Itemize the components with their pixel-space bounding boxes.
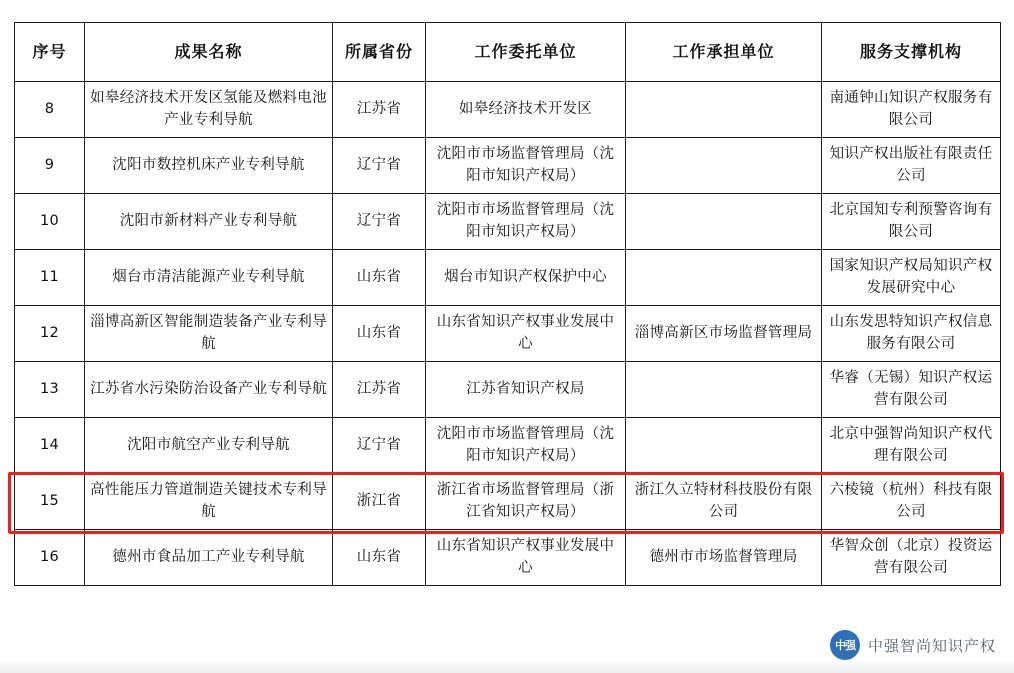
watermark xyxy=(824,627,1002,663)
table-row xyxy=(15,362,1001,418)
table-row xyxy=(15,250,1001,306)
cell-index: 12 xyxy=(15,306,85,362)
cell-client: 沈阳市市场监督管理局（沈阳市知识产权局） xyxy=(426,138,626,194)
cell-name: 淄博高新区智能制造装备产业专利导航 xyxy=(85,306,333,362)
cell-province: 辽宁省 xyxy=(333,138,426,194)
table-header xyxy=(15,23,1001,82)
cell-client: 山东省知识产权事业发展中心 xyxy=(426,306,626,362)
cell-undertaker xyxy=(626,82,822,138)
column-header-index: 序号 xyxy=(15,23,85,82)
cell-undertaker xyxy=(626,250,822,306)
watermark-label: 中强智尚知识产权 xyxy=(867,636,996,655)
watermark-logo-icon: 中强 xyxy=(830,630,860,660)
cell-client: 沈阳市市场监督管理局（沈阳市知识产权局） xyxy=(426,194,626,250)
cell-name: 沈阳市航空产业专利导航 xyxy=(85,418,333,474)
cell-support: 北京国知专利预警咨询有限公司 xyxy=(822,194,1001,250)
cell-name: 沈阳市数控机床产业专利导航 xyxy=(85,138,333,194)
cell-client: 沈阳市市场监督管理局（沈阳市知识产权局） xyxy=(426,418,626,474)
cell-name: 高性能压力管道制造关键技术专利导航 xyxy=(85,474,333,530)
cell-undertaker: 浙江久立特材科技股份有限公司 xyxy=(626,474,822,530)
cell-name: 沈阳市新材料产业专利导航 xyxy=(85,194,333,250)
cell-support: 六棱镜（杭州）科技有限公司 xyxy=(822,474,1001,530)
table-row-highlighted xyxy=(15,418,1001,474)
cell-undertaker xyxy=(626,138,822,194)
cell-province: 浙江省 xyxy=(333,474,426,530)
table-header-row xyxy=(15,23,1001,82)
cell-client: 如皋经济技术开发区 xyxy=(426,82,626,138)
cell-client: 浙江省市场监督管理局（浙江省知识产权局） xyxy=(426,474,626,530)
cell-support: 知识产权出版社有限责任公司 xyxy=(822,138,1001,194)
cell-undertaker xyxy=(626,362,822,418)
column-header-support: 服务支撑机构 xyxy=(822,23,1001,82)
cell-name: 德州市食品加工产业专利导航 xyxy=(85,530,333,586)
cell-province: 山东省 xyxy=(333,250,426,306)
cell-index: 11 xyxy=(15,250,85,306)
cell-province: 辽宁省 xyxy=(333,418,426,474)
cell-name: 江苏省水污染防治设备产业专利导航 xyxy=(85,362,333,418)
table-row xyxy=(15,82,1001,138)
cell-client: 江苏省知识产权局 xyxy=(426,362,626,418)
cell-name: 如皋经济技术开发区氢能及燃料电池产业专利导航 xyxy=(85,82,333,138)
cell-name: 烟台市清洁能源产业专利导航 xyxy=(85,250,333,306)
cell-index: 14 xyxy=(15,418,85,474)
cell-undertaker: 淄博高新区市场监督管理局 xyxy=(626,306,822,362)
cell-province: 山东省 xyxy=(333,306,426,362)
cell-client: 烟台市知识产权保护中心 xyxy=(426,250,626,306)
table-row xyxy=(15,474,1001,530)
cell-province: 江苏省 xyxy=(333,82,426,138)
table-row xyxy=(15,194,1001,250)
column-header-province: 所属省份 xyxy=(333,23,426,82)
column-header-client: 工作委托单位 xyxy=(426,23,626,82)
cell-undertaker: 德州市市场监督管理局 xyxy=(626,530,822,586)
cell-index: 10 xyxy=(15,194,85,250)
cell-undertaker xyxy=(626,194,822,250)
cell-client: 山东省知识产权事业发展中心 xyxy=(426,530,626,586)
cell-index: 15 xyxy=(15,474,85,530)
cell-undertaker xyxy=(626,418,822,474)
cell-province: 江苏省 xyxy=(333,362,426,418)
cell-support: 南通钟山知识产权服务有限公司 xyxy=(822,82,1001,138)
cell-province: 辽宁省 xyxy=(333,194,426,250)
cell-support: 国家知识产权局知识产权发展研究中心 xyxy=(822,250,1001,306)
table-body xyxy=(15,82,1001,586)
table-row xyxy=(15,530,1001,586)
cell-index: 16 xyxy=(15,530,85,586)
column-header-name: 成果名称 xyxy=(85,23,333,82)
cell-province: 山东省 xyxy=(333,530,426,586)
cell-index: 13 xyxy=(15,362,85,418)
table-row xyxy=(15,138,1001,194)
cell-index: 9 xyxy=(15,138,85,194)
results-table-container xyxy=(14,22,1000,586)
table-row xyxy=(15,306,1001,362)
cell-support: 华睿（无锡）知识产权运营有限公司 xyxy=(822,362,1001,418)
results-table xyxy=(14,22,1001,586)
cell-support: 北京中强智尚知识产权代理有限公司 xyxy=(822,418,1001,474)
cell-support: 山东发思特知识产权信息服务有限公司 xyxy=(822,306,1001,362)
column-header-undertaker: 工作承担单位 xyxy=(626,23,822,82)
cell-support: 华智众创（北京）投资运营有限公司 xyxy=(822,530,1001,586)
cell-index: 8 xyxy=(15,82,85,138)
